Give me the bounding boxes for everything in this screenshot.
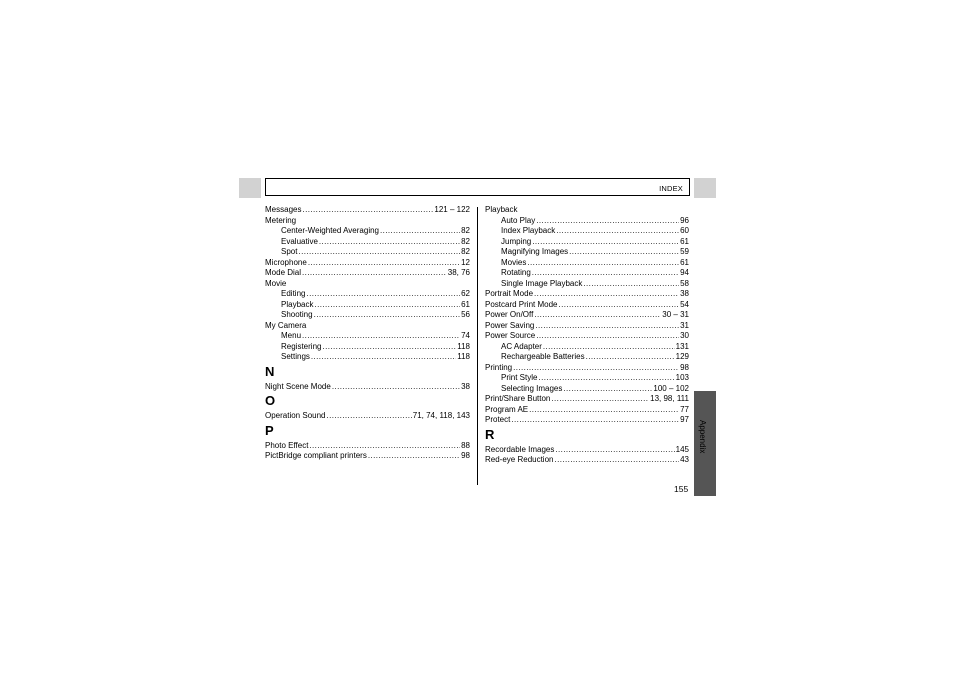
dot-leader: [308, 258, 460, 269]
dot-leader: [322, 342, 456, 353]
entry-page: 71, 74, 118, 143: [412, 411, 470, 420]
index-subentry: [485, 279, 689, 290]
header-tab-right: [694, 178, 716, 198]
entry-page: 98: [461, 451, 470, 460]
entry-page: 97: [680, 415, 689, 424]
entry-label: Protect: [485, 415, 511, 424]
entry-page: 74: [461, 331, 470, 340]
entry-page: 62: [461, 289, 470, 298]
dot-leader: [368, 451, 460, 462]
dot-leader: [555, 445, 674, 456]
index-entry: [485, 394, 689, 405]
entry-page: 145: [675, 444, 689, 454]
index-entry: [485, 415, 689, 426]
index-entry: [485, 331, 689, 342]
entry-page: 31: [680, 320, 689, 330]
entry-label: Print Style: [501, 373, 538, 382]
entry-label: Power On/Off: [485, 310, 534, 319]
entry-label: AC Adapter: [501, 341, 542, 351]
index-subentry: [265, 352, 470, 363]
entry-label: Evaluative: [281, 236, 318, 246]
dot-leader: [534, 289, 679, 300]
column-divider: [477, 207, 478, 485]
dot-leader: [551, 394, 649, 405]
dot-leader: [532, 237, 679, 248]
page-number: 155: [674, 484, 689, 494]
index-subentry: [265, 237, 470, 248]
index-entry: [485, 289, 689, 300]
header-tab-left: [239, 178, 261, 198]
index-subentry: [265, 342, 470, 353]
entry-page: 77: [680, 404, 689, 414]
entry-page: 100 – 102: [653, 383, 689, 393]
entry-label: Power Saving: [485, 320, 535, 330]
dot-leader: [332, 382, 460, 393]
index-subentry: [485, 226, 689, 237]
index-entry: [485, 363, 689, 374]
entry-page: 60: [680, 226, 689, 235]
entry-label: Magnifying Images: [501, 247, 569, 256]
index-header-bar: [265, 178, 690, 196]
entry-label: Operation Sound: [265, 411, 326, 420]
dot-leader: [309, 441, 460, 452]
dot-leader: [556, 226, 679, 237]
entry-label: Center-Weighted Averaging: [281, 226, 379, 235]
entry-page: 56: [461, 310, 470, 319]
entry-page: 61: [680, 257, 689, 267]
entry-label: Menu: [281, 331, 302, 340]
dot-leader: [298, 247, 460, 258]
entry-page: 38: [461, 381, 470, 391]
index-entry: [485, 310, 689, 321]
entry-label: Single Image Playback: [501, 278, 583, 288]
dot-leader: [327, 411, 412, 422]
dot-leader: [536, 331, 679, 342]
index-column-left: [265, 205, 470, 462]
dot-leader: [538, 373, 674, 384]
index-entry: [265, 205, 470, 216]
dot-leader: [563, 384, 652, 395]
entry-page: 131: [675, 341, 689, 351]
entry-page: 43: [680, 455, 689, 464]
index-group-heading: Playback: [485, 205, 518, 214]
index-group-heading: Movie: [265, 278, 287, 288]
entry-label: Settings: [281, 352, 310, 361]
index-entry: [485, 300, 689, 311]
entry-page: 38: [680, 289, 689, 298]
entry-label: Auto Play: [501, 215, 536, 225]
entry-label: Shooting: [281, 310, 313, 319]
entry-page: 58: [680, 278, 689, 288]
dot-leader: [529, 405, 679, 416]
index-group-heading: Metering: [265, 215, 297, 225]
entry-page: 118: [457, 341, 470, 351]
entry-page: 82: [461, 247, 470, 256]
index-entry: [485, 455, 689, 466]
entry-label: Print/Share Button: [485, 394, 551, 403]
entry-page: 30 – 31: [662, 310, 689, 319]
entry-page: 61: [461, 299, 470, 309]
index-entry: [485, 321, 689, 332]
index-column-right: [485, 205, 689, 466]
entry-label: Messages: [265, 205, 302, 214]
entry-label: Playback: [281, 299, 314, 309]
dot-leader: [527, 258, 679, 269]
entry-label: Portrait Mode: [485, 289, 534, 298]
appendix-label: Appendix: [698, 420, 707, 454]
entry-page: 38, 76: [447, 268, 470, 277]
entry-page: 121 – 122: [434, 205, 470, 214]
index-subentry: [265, 289, 470, 300]
entry-label: PictBridge compliant printers: [265, 451, 367, 460]
index-entry: [265, 382, 470, 393]
index-entry: [265, 258, 470, 269]
entry-page: 30: [680, 331, 689, 340]
entry-page: 103: [675, 373, 689, 382]
index-entry: [265, 441, 470, 452]
entry-label: Movies: [501, 257, 527, 267]
dot-leader: [302, 268, 447, 279]
index-subentry: [265, 300, 470, 311]
index-subentry: [485, 342, 689, 353]
dot-leader: [319, 237, 460, 248]
index-subentry: [485, 237, 689, 248]
index-subentry: [485, 384, 689, 395]
dot-leader: [569, 247, 679, 258]
index-entry: [265, 451, 470, 462]
header-title: INDEX: [659, 184, 683, 193]
index-entry: [265, 268, 470, 279]
entry-page: 118: [457, 352, 470, 361]
index-subentry: [485, 352, 689, 363]
dot-leader: [535, 321, 679, 332]
entry-label: Mode Dial: [265, 268, 302, 277]
index-entry: [485, 405, 689, 416]
entry-page: 82: [461, 226, 470, 235]
section-letter: N: [265, 363, 275, 379]
entry-label: Recordable Images: [485, 444, 555, 454]
index-subentry: [265, 247, 470, 258]
dot-leader: [534, 310, 661, 321]
entry-page: 59: [680, 247, 689, 256]
entry-label: Rechargeable Batteries: [501, 352, 585, 361]
index-subentry: [265, 310, 470, 321]
entry-page: 98: [680, 362, 689, 372]
dot-leader: [306, 289, 460, 300]
entry-label: Jumping: [501, 236, 532, 246]
entry-page: 54: [680, 299, 689, 309]
dot-leader: [558, 300, 679, 311]
entry-label: Microphone: [265, 257, 307, 267]
index-subentry: [485, 268, 689, 279]
entry-label: Rotating: [501, 268, 531, 277]
entry-page: 61: [680, 236, 689, 246]
entry-page: 12: [461, 257, 470, 267]
dot-leader: [513, 363, 679, 374]
entry-page: 94: [680, 268, 689, 277]
entry-page: 96: [680, 215, 689, 225]
entry-label: Photo Effect: [265, 440, 309, 450]
dot-leader: [380, 226, 460, 237]
dot-leader: [302, 331, 460, 342]
entry-label: Program AE: [485, 404, 529, 414]
dot-leader: [311, 352, 456, 363]
entry-page: 88: [461, 440, 470, 450]
entry-label: Selecting Images: [501, 383, 563, 393]
index-subentry: [485, 247, 689, 258]
section-letter: R: [485, 426, 495, 442]
entry-label: Editing: [281, 289, 306, 298]
dot-leader: [511, 415, 679, 426]
dot-leader: [554, 455, 679, 466]
entry-label: Power Source: [485, 331, 536, 340]
index-subentry: [265, 226, 470, 237]
dot-leader: [302, 205, 433, 216]
dot-leader: [314, 310, 461, 321]
dot-leader: [532, 268, 679, 279]
index-subentry: [265, 331, 470, 342]
entry-label: Index Playback: [501, 226, 556, 235]
entry-page: 82: [461, 236, 470, 246]
dot-leader: [314, 300, 460, 311]
dot-leader: [583, 279, 679, 290]
index-subentry: [485, 216, 689, 227]
entry-label: Registering: [281, 341, 322, 351]
index-subentry: [485, 373, 689, 384]
dot-leader: [536, 216, 679, 227]
entry-label: Spot: [281, 247, 298, 256]
entry-page: 13, 98, 111: [650, 394, 689, 403]
index-subentry: [485, 258, 689, 269]
section-letter: O: [265, 393, 276, 408]
entry-label: Postcard Print Mode: [485, 299, 558, 309]
index-group-heading: My Camera: [265, 320, 307, 330]
entry-label: Red-eye Reduction: [485, 455, 554, 464]
dot-leader: [543, 342, 675, 353]
index-entry: [485, 445, 689, 456]
entry-label: Night Scene Mode: [265, 381, 331, 391]
entry-label: Printing: [485, 362, 513, 372]
section-letter: P: [265, 422, 274, 438]
dot-leader: [586, 352, 675, 363]
entry-page: 129: [675, 352, 689, 361]
index-entry: [265, 411, 470, 422]
